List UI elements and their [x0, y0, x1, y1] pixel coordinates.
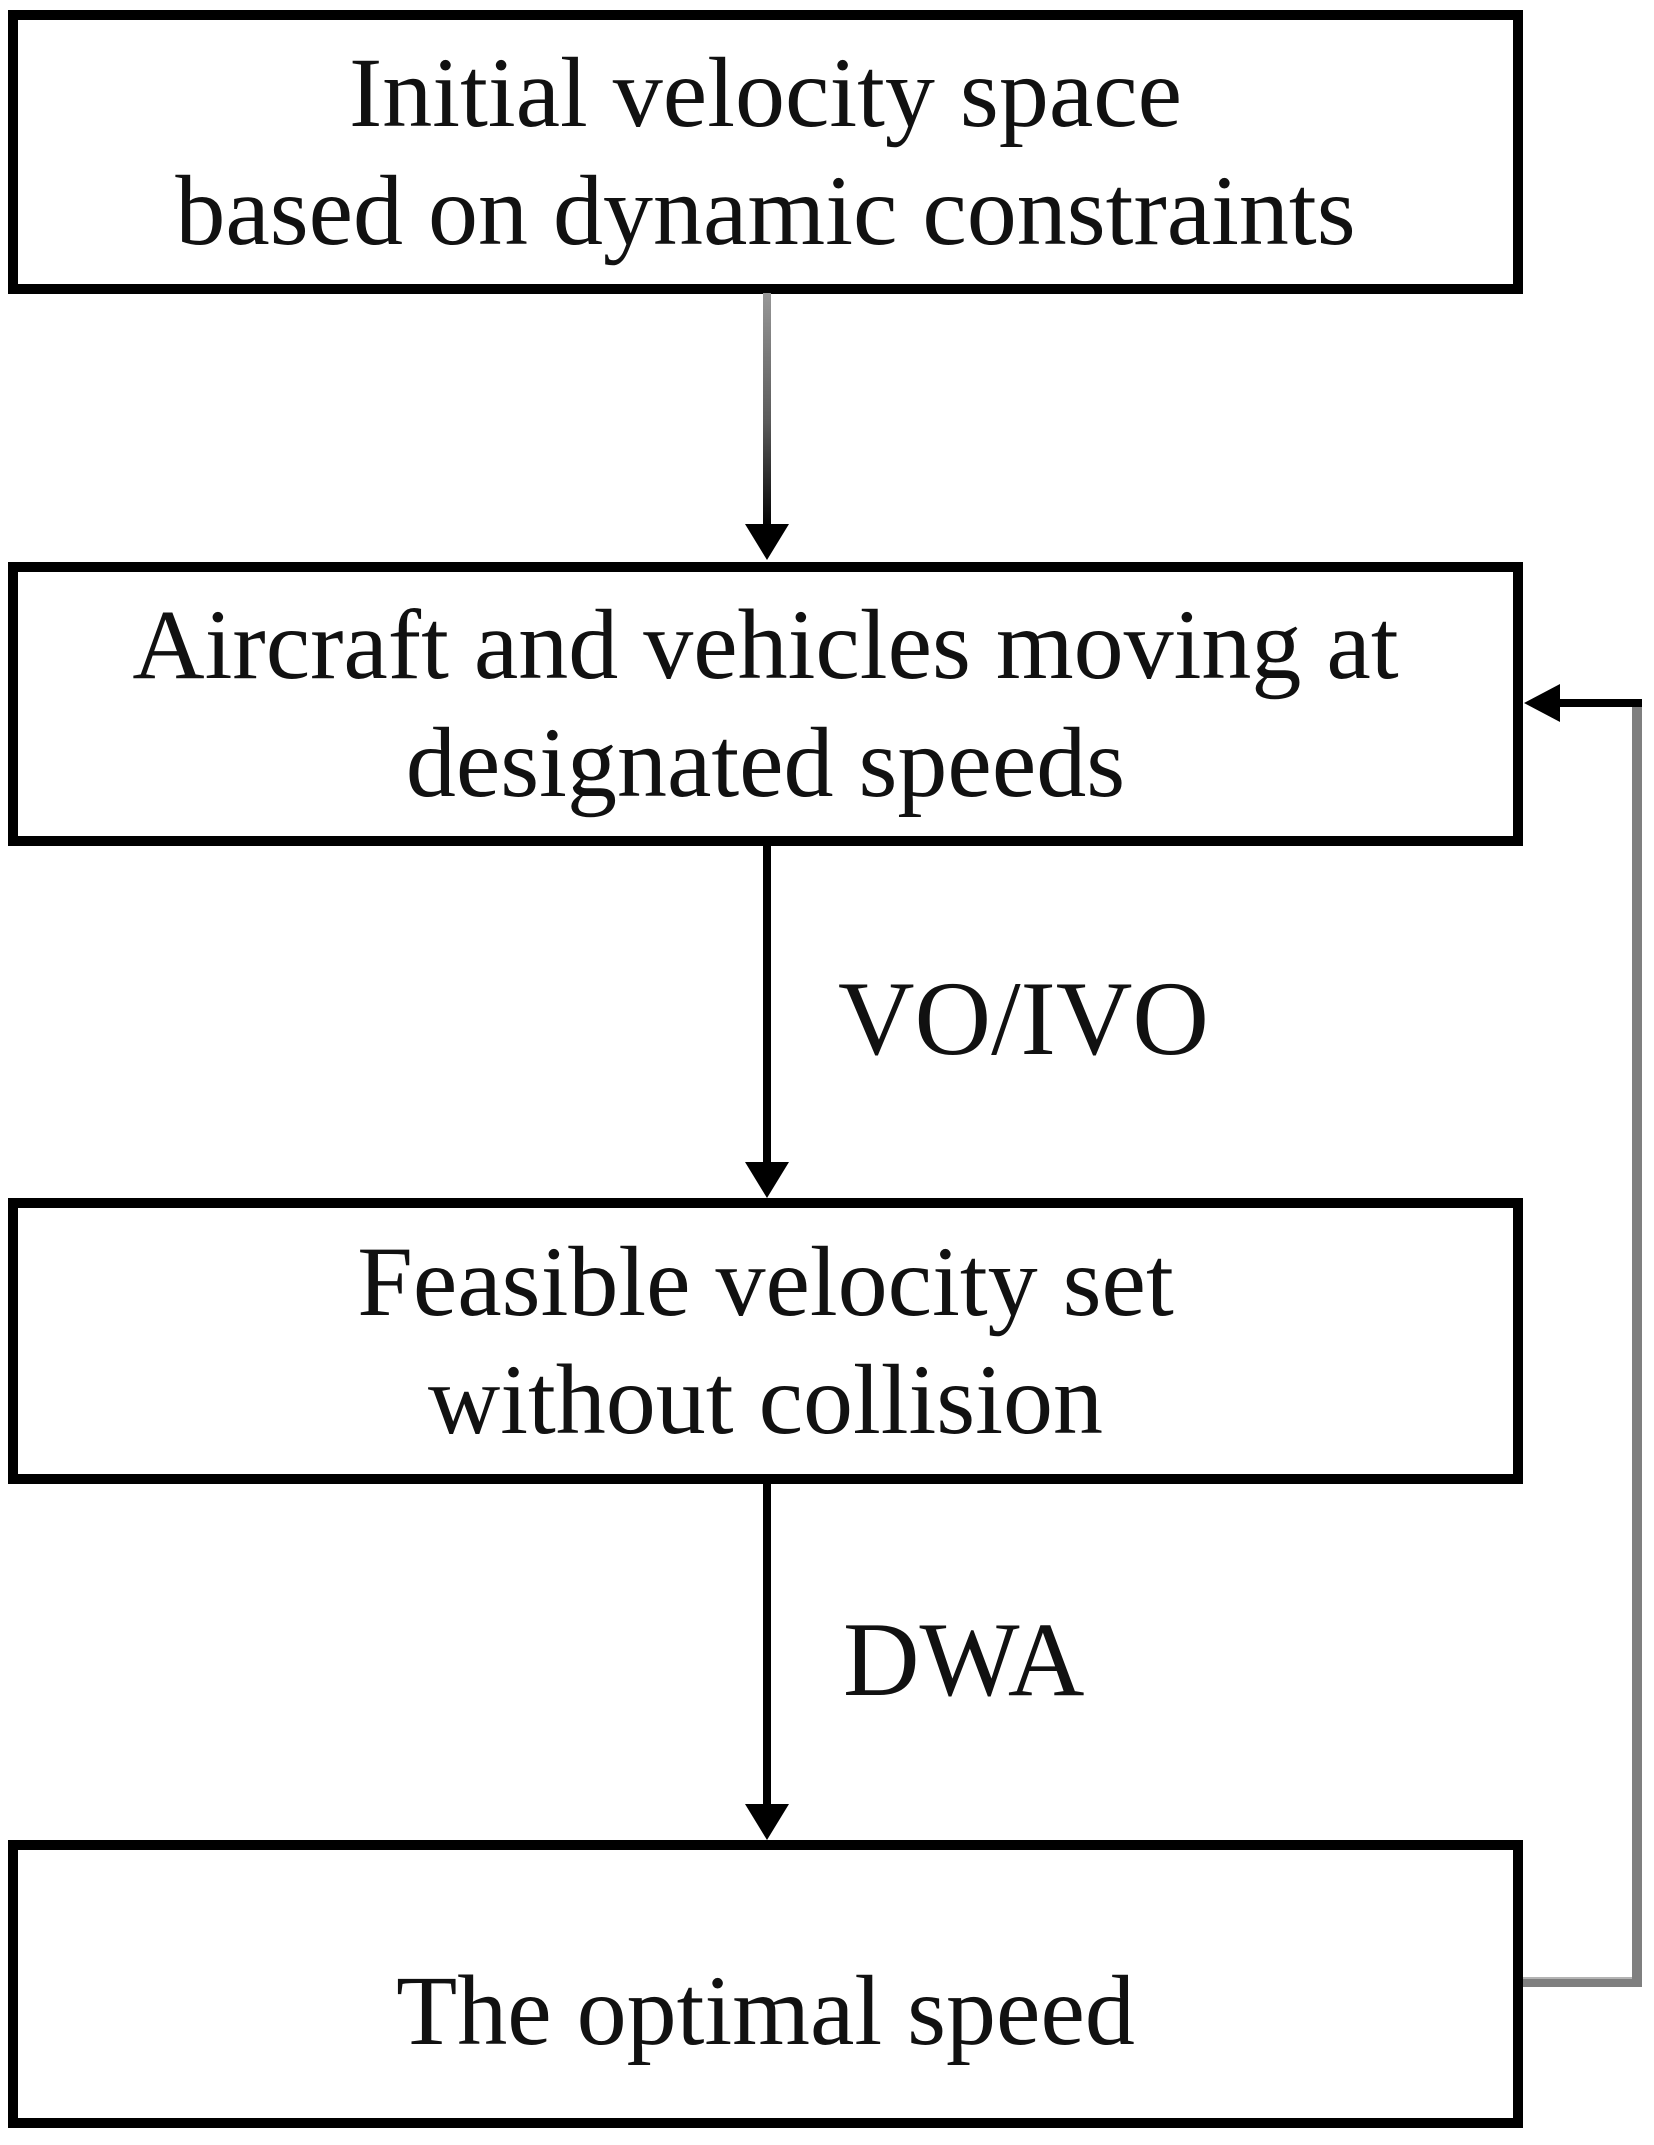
flow-box-text-line: Feasible velocity set	[357, 1226, 1174, 1337]
flow-box-text-line: designated speeds	[405, 707, 1126, 818]
arrow-feasible-to-optimal-line	[763, 1483, 771, 1808]
feedback-line-top-horizontal	[1556, 699, 1642, 707]
flow-box-initial-velocity-space	[8, 10, 1523, 294]
flow-box-feasible-velocity-set	[8, 1198, 1523, 1484]
flow-box-text-line: without collision	[428, 1344, 1103, 1455]
flow-box-optimal-speed	[8, 1840, 1523, 2128]
arrowhead-down-icon	[745, 1804, 789, 1840]
feedback-line-bottom-horizontal	[1523, 1977, 1642, 1987]
flow-box-text-line: The optimal speed	[396, 1955, 1135, 2066]
flow-box-text-line: based on dynamic constraints	[175, 155, 1356, 266]
arrow-initial-to-aircraft-line	[763, 293, 771, 528]
flow-box-aircraft-vehicles	[8, 562, 1523, 846]
arrowhead-down-icon	[745, 524, 789, 560]
arrowhead-down-icon	[745, 1162, 789, 1198]
edge-label-dwa: DWA	[843, 1601, 1085, 1718]
arrow-aircraft-to-feasible-line	[763, 846, 771, 1166]
flow-box-text-line: Initial velocity space	[348, 37, 1182, 148]
arrowhead-left-icon	[1524, 684, 1560, 722]
feedback-line-vertical	[1632, 699, 1642, 1987]
edge-label-vo-ivo: VO/IVO	[838, 960, 1209, 1077]
flow-box-text-line: Aircraft and vehicles moving at	[132, 589, 1399, 700]
